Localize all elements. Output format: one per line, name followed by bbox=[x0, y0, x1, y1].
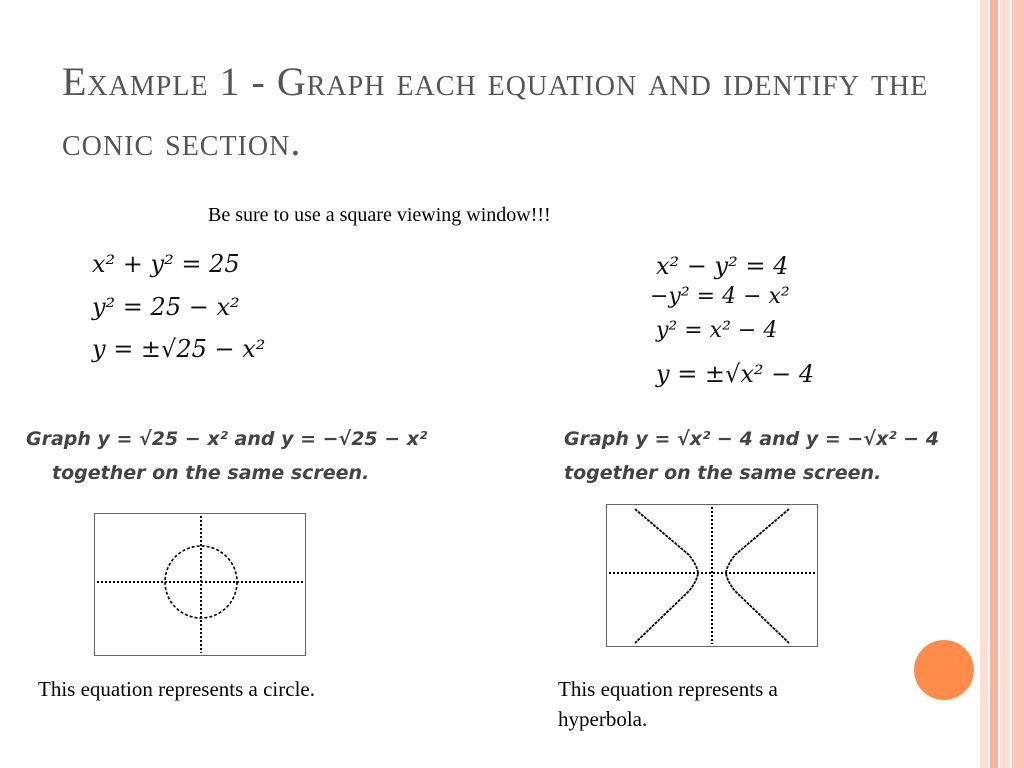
decorative-stripes bbox=[980, 0, 1024, 768]
slide-title: Example 1 - Graph each equation and identify the conic section. bbox=[62, 59, 929, 164]
right-equation-2: −y² = 4 − x² bbox=[650, 284, 790, 309]
right-equation-3: y² = x² − 4 bbox=[656, 318, 778, 343]
hyperbola-right-branch bbox=[726, 509, 789, 643]
orange-circle-decoration bbox=[914, 640, 974, 700]
left-graph-instruction-2: together on the same screen. bbox=[52, 462, 370, 484]
right-equation-4: y = ±√x² − 4 bbox=[656, 360, 815, 388]
left-graph-instruction-1: Graph y = √25 − x² and y = −√25 − x² bbox=[26, 428, 428, 450]
right-graph-instruction-2: together on the same screen. bbox=[564, 462, 882, 484]
stripe bbox=[980, 0, 988, 768]
circle-graph bbox=[94, 513, 306, 656]
stripe bbox=[1000, 0, 1010, 768]
right-caption-line-1: This equation represents a bbox=[558, 677, 778, 701]
right-graph-instruction-1: Graph y = √x² − 4 and y = −√x² − 4 bbox=[564, 428, 939, 450]
stripe bbox=[1012, 0, 1024, 768]
left-equation-3: y = ±√25 − x² bbox=[92, 335, 266, 363]
left-caption: This equation represents a circle. bbox=[38, 677, 315, 701]
stripe bbox=[990, 0, 998, 768]
hyperbola-left-branch bbox=[635, 509, 698, 643]
viewing-window-note: Be sure to use a square viewing window!!! bbox=[208, 204, 551, 226]
right-equation-1: x² − y² = 4 bbox=[656, 252, 789, 280]
left-equation-1: x² + y² = 25 bbox=[92, 250, 240, 278]
left-equation-2: y² = 25 − x² bbox=[92, 293, 240, 321]
right-caption-line-2: hyperbola. bbox=[558, 707, 648, 731]
hyperbola-graph bbox=[606, 504, 818, 647]
